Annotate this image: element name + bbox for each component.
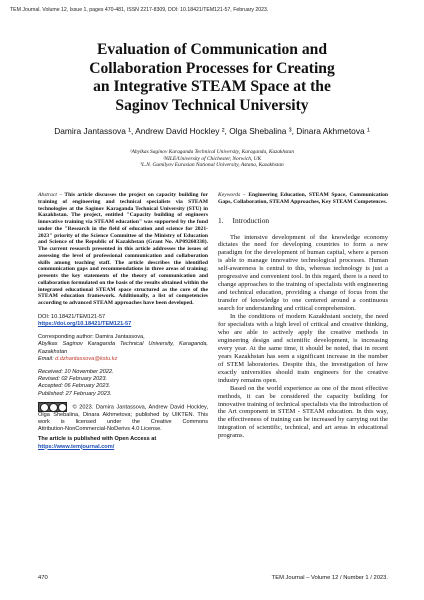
author-list: Damira Jantassova ¹, Andrew David Hockley ², Olga Shebalina ³, Dinara Akhmetova ¹: [54, 126, 370, 136]
affiliations: [20, 149, 404, 169]
section-heading: [218, 216, 388, 225]
keywords-text: Engineering Education, STEAM Space, Communication Gaps, Collaboration, STEAM Approaches, Key STEAM Competences.: [218, 192, 388, 205]
title-line: Collaboration Processes for Creating: [89, 59, 335, 77]
abstract: [38, 192, 208, 307]
affiliation: ¹Abylkas Saginov Karaganda Technical University, Karaganda, Kazakhstan: [129, 149, 295, 155]
date-revised: Revised: 02 February 2023.: [38, 376, 108, 383]
paper-title: [30, 41, 394, 115]
body-paragraph: Based on the world experience as one of the most effective methods, it can be considered the capacity building for innovative training of technical specialists via the introduction of the Art component in STEM - STEAM education. In this way, the effectiveness of training can be increased by carrying out the integration of scientific, technical, and art areas in educational programs.: [218, 384, 388, 440]
affiliation: ³L.N. Gumilyov Eurasian National University, Astana, Kazakhstan: [140, 162, 284, 169]
title-line: an Integrative STEAM Space at the: [93, 78, 331, 95]
section-number: 1.: [218, 215, 224, 225]
corr-affiliation: Abylkas Saginov Karaganda Technical University, Karaganda, Kazakhstan: [38, 341, 208, 355]
doi-block: [38, 314, 208, 328]
open-access-text: The article is published with Open Access at: [38, 436, 157, 443]
cc-license-icon: [38, 402, 67, 412]
abstract-heading: Abstract –: [38, 192, 63, 198]
body-paragraph: The intensive development of the knowledge economy dictates the need for developing countries to form a new paradigm for the development of human capital, where a person is able to manage innovative technological processes. Human self-awareness is central to this, whereas technology is just a progressive and convenient tool. In this regard, there is a need to change approaches to the training of specialists with engineering and technical education, providing a change of focus from the transfer of knowledge to one centered around a continuous search for understanding and critical comprehension.: [218, 233, 388, 313]
abstract-text: This article discusses the project on capacity building for training of engineering and technical specialists via STEAM technologies at the Saginov Karaganda Technical University (STU) in Kazakhstan. The project, entitled "Capacity building of engineers innovative training via STEAM education" was supported by the fund under the "Research in the field of education and science for 2021-2023" priority of the Science Committee of the Ministry of Education and Science of the Republic of Kazakhstan (Grant No. AP09260338). The current research presented in this article addresses the issues of assessing the level of professional communication and collaboration skills among teaching staff. The article describes the identified communication gaps and recommendations in three areas of training; presents the key statements of the theory of communication and collaboration formulated on the basis of the results obtained within the integrated educational STEAM space structured as the core of the STEAM education framework. Additionally, a list of competencies according to advanced STEAM approaches have been developed.: [38, 192, 208, 306]
date-accepted: Accepted: 06 February 2023.: [38, 383, 111, 390]
title-line: Saginov Technical University: [115, 96, 309, 114]
running-head: TEM Journal. Volume 12, Issue 1, pages 470-481, ISSN 2217-8309, DOI: 10.18421/TEM121-57, February 2023.: [10, 7, 269, 13]
date-published: Published: 27 February 2023.: [38, 390, 112, 397]
dates-block: [38, 369, 208, 398]
keywords: [218, 192, 388, 206]
journal-url-link[interactable]: https://www.temjournal.com/: [38, 443, 115, 450]
section-title: Introduction: [232, 215, 270, 225]
email-label: Email:: [38, 355, 54, 362]
keywords-heading: Keywords –: [218, 192, 246, 198]
correspondence-block: [38, 334, 208, 363]
body-paragraph: In the conditions of modern Kazakhstani society, the need for specialists with a high level of critical and creative thinking, who are able to actively apply the creative methods in engineering design and scientific development, is increasing every year. At the same time, it should be noted, that in recent years Kazakhstan has seen a significant increase in the number of STEM laboratories. Despite this, the investigation of how exactly universities should train engineers for the creative industry remains open.: [218, 313, 388, 384]
affiliation: ²NILE/University of Chichester, Norwich, UK: [162, 155, 262, 162]
right-column: [218, 192, 388, 440]
license-block: [38, 402, 208, 451]
doi-label: DOI: 10.18421/TEM121-57: [38, 313, 106, 320]
corr-label: Corresponding author:: [38, 334, 94, 341]
journal-reference: TEM Journal – Volume 12 / Number 1 / 2023.: [271, 575, 388, 581]
title-line: Evaluation of Communication and: [96, 41, 328, 58]
corr-name: Damira Jantassova,: [93, 334, 145, 341]
license-text: © 2023. Damira Jantassova, Andrew David Hockley, Olga Shebalina, Dinara Akhmetova; published by UIKTEN. This work is licensed under the Creative Commons Attribution‑NonCommercial‑NoDerivs 4.0 License.: [38, 404, 208, 433]
left-column: [38, 192, 208, 451]
doi-link[interactable]: https://doi.org/10.18421/TEM121-57: [38, 320, 132, 327]
page-number: 470: [38, 575, 48, 581]
email-link[interactable]: d.dzhantassova@kstu.kz: [53, 355, 118, 362]
date-received: Received: 10 November 2022.: [38, 368, 114, 375]
